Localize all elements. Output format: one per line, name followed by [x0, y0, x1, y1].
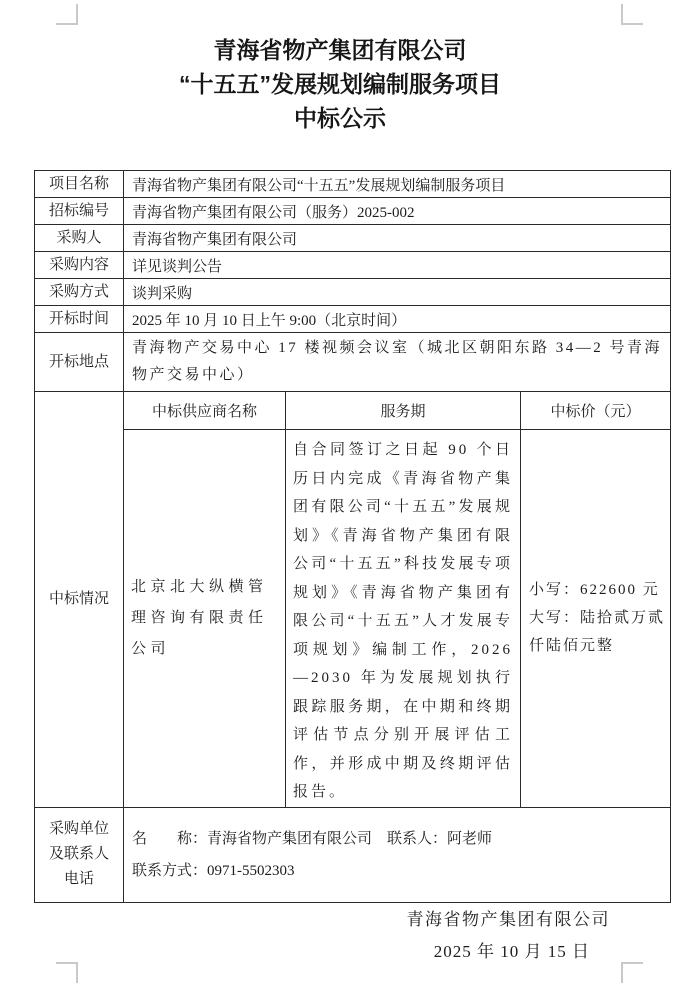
row-procurement-content [35, 252, 671, 279]
value-bid-opening-venue: 青海物产交易中心 17 楼视频会议室（城北区朝阳东路 34—2 号青海物产交易中心） [124, 333, 671, 392]
label-tender-number: 招标编号 [35, 198, 124, 225]
value-contact-info [124, 807, 671, 902]
signature-org: 青海省物产集团有限公司 [406, 910, 610, 929]
row-bid-opening-time [35, 306, 671, 333]
info-table [34, 170, 671, 903]
label-project-name: 项目名称 [35, 171, 124, 198]
title-line-announcement: 中标公示 [294, 105, 386, 131]
value-procurement-method: 谈判采购 [124, 279, 671, 306]
label-purchaser: 采购人 [35, 225, 124, 252]
label-bid-opening-venue: 开标地点 [35, 333, 124, 392]
value-project-name: 青海省物产集团有限公司“十五五”发展规划编制服务项目 [124, 171, 671, 198]
row-project-name [35, 171, 671, 198]
label-contact-info [35, 807, 124, 902]
contact-phone-line: 联系方式：0971-5502303 [132, 862, 295, 879]
contact-name-line: 名 称：青海省物产集团有限公司 联系人：阿老师 [132, 830, 493, 847]
contact-label-line1: 采购单位 [48, 821, 109, 837]
title-line-project: “十五五”发展规划编制服务项目 [179, 71, 501, 97]
title-line-company: 青海省物产集团有限公司 [213, 37, 467, 63]
value-winning-supplier: 北京北大纵横管理咨询有限责任公司 [124, 430, 286, 808]
label-procurement-content: 采购内容 [35, 252, 124, 279]
signature-date: 2025 年 10 月 15 日 [433, 942, 590, 961]
value-service-period: 自合同签订之日起 90 个日历日内完成《青海省物产集团有限公司“十五五”发展规划》《青海省物产集团有限公司“十五五”科技发展专项规划》《青海省物产集团有限公司“十五五”人才发展专项规划》编制工作，2026—2030 年为发展规划执行跟踪服务期，在中期和终期评估节点分别开展评估工作，并形成中期及终期评估报告。 [286, 430, 521, 808]
row-tender-number [35, 198, 671, 225]
price-in-words: 大写：陆拾贰万贰仟陆佰元整 [529, 610, 666, 655]
price-numeric: 小写：622600 元 [529, 582, 660, 599]
header-service-period: 服务期 [286, 392, 521, 430]
crop-mark-top-left [56, 4, 78, 25]
document-title [0, 33, 680, 135]
contact-label-line3: 电话 [63, 871, 94, 887]
crop-mark-top-right [621, 4, 643, 25]
row-award-body [35, 430, 671, 808]
row-purchaser [35, 225, 671, 252]
header-winning-supplier: 中标供应商名称 [124, 392, 286, 430]
contact-label-line2: 及联系人 [48, 846, 109, 862]
row-contact-info [35, 807, 671, 902]
crop-mark-bottom-left [56, 962, 78, 983]
row-procurement-method [35, 279, 671, 306]
value-procurement-content: 详见谈判公告 [124, 252, 671, 279]
header-winning-price: 中标价（元） [521, 392, 671, 430]
crop-mark-bottom-right [621, 962, 643, 983]
label-procurement-method: 采购方式 [35, 279, 124, 306]
row-bid-opening-venue [35, 333, 671, 392]
label-bid-opening-time: 开标时间 [35, 306, 124, 333]
label-award-info: 中标情况 [35, 392, 124, 808]
row-award-header [35, 392, 671, 430]
value-bid-opening-time: 2025 年 10 月 10 日上午 9:00（北京时间） [124, 306, 671, 333]
value-purchaser: 青海省物产集团有限公司 [124, 225, 671, 252]
value-winning-price [521, 430, 671, 808]
value-tender-number: 青海省物产集团有限公司（服务）2025-002 [124, 198, 671, 225]
